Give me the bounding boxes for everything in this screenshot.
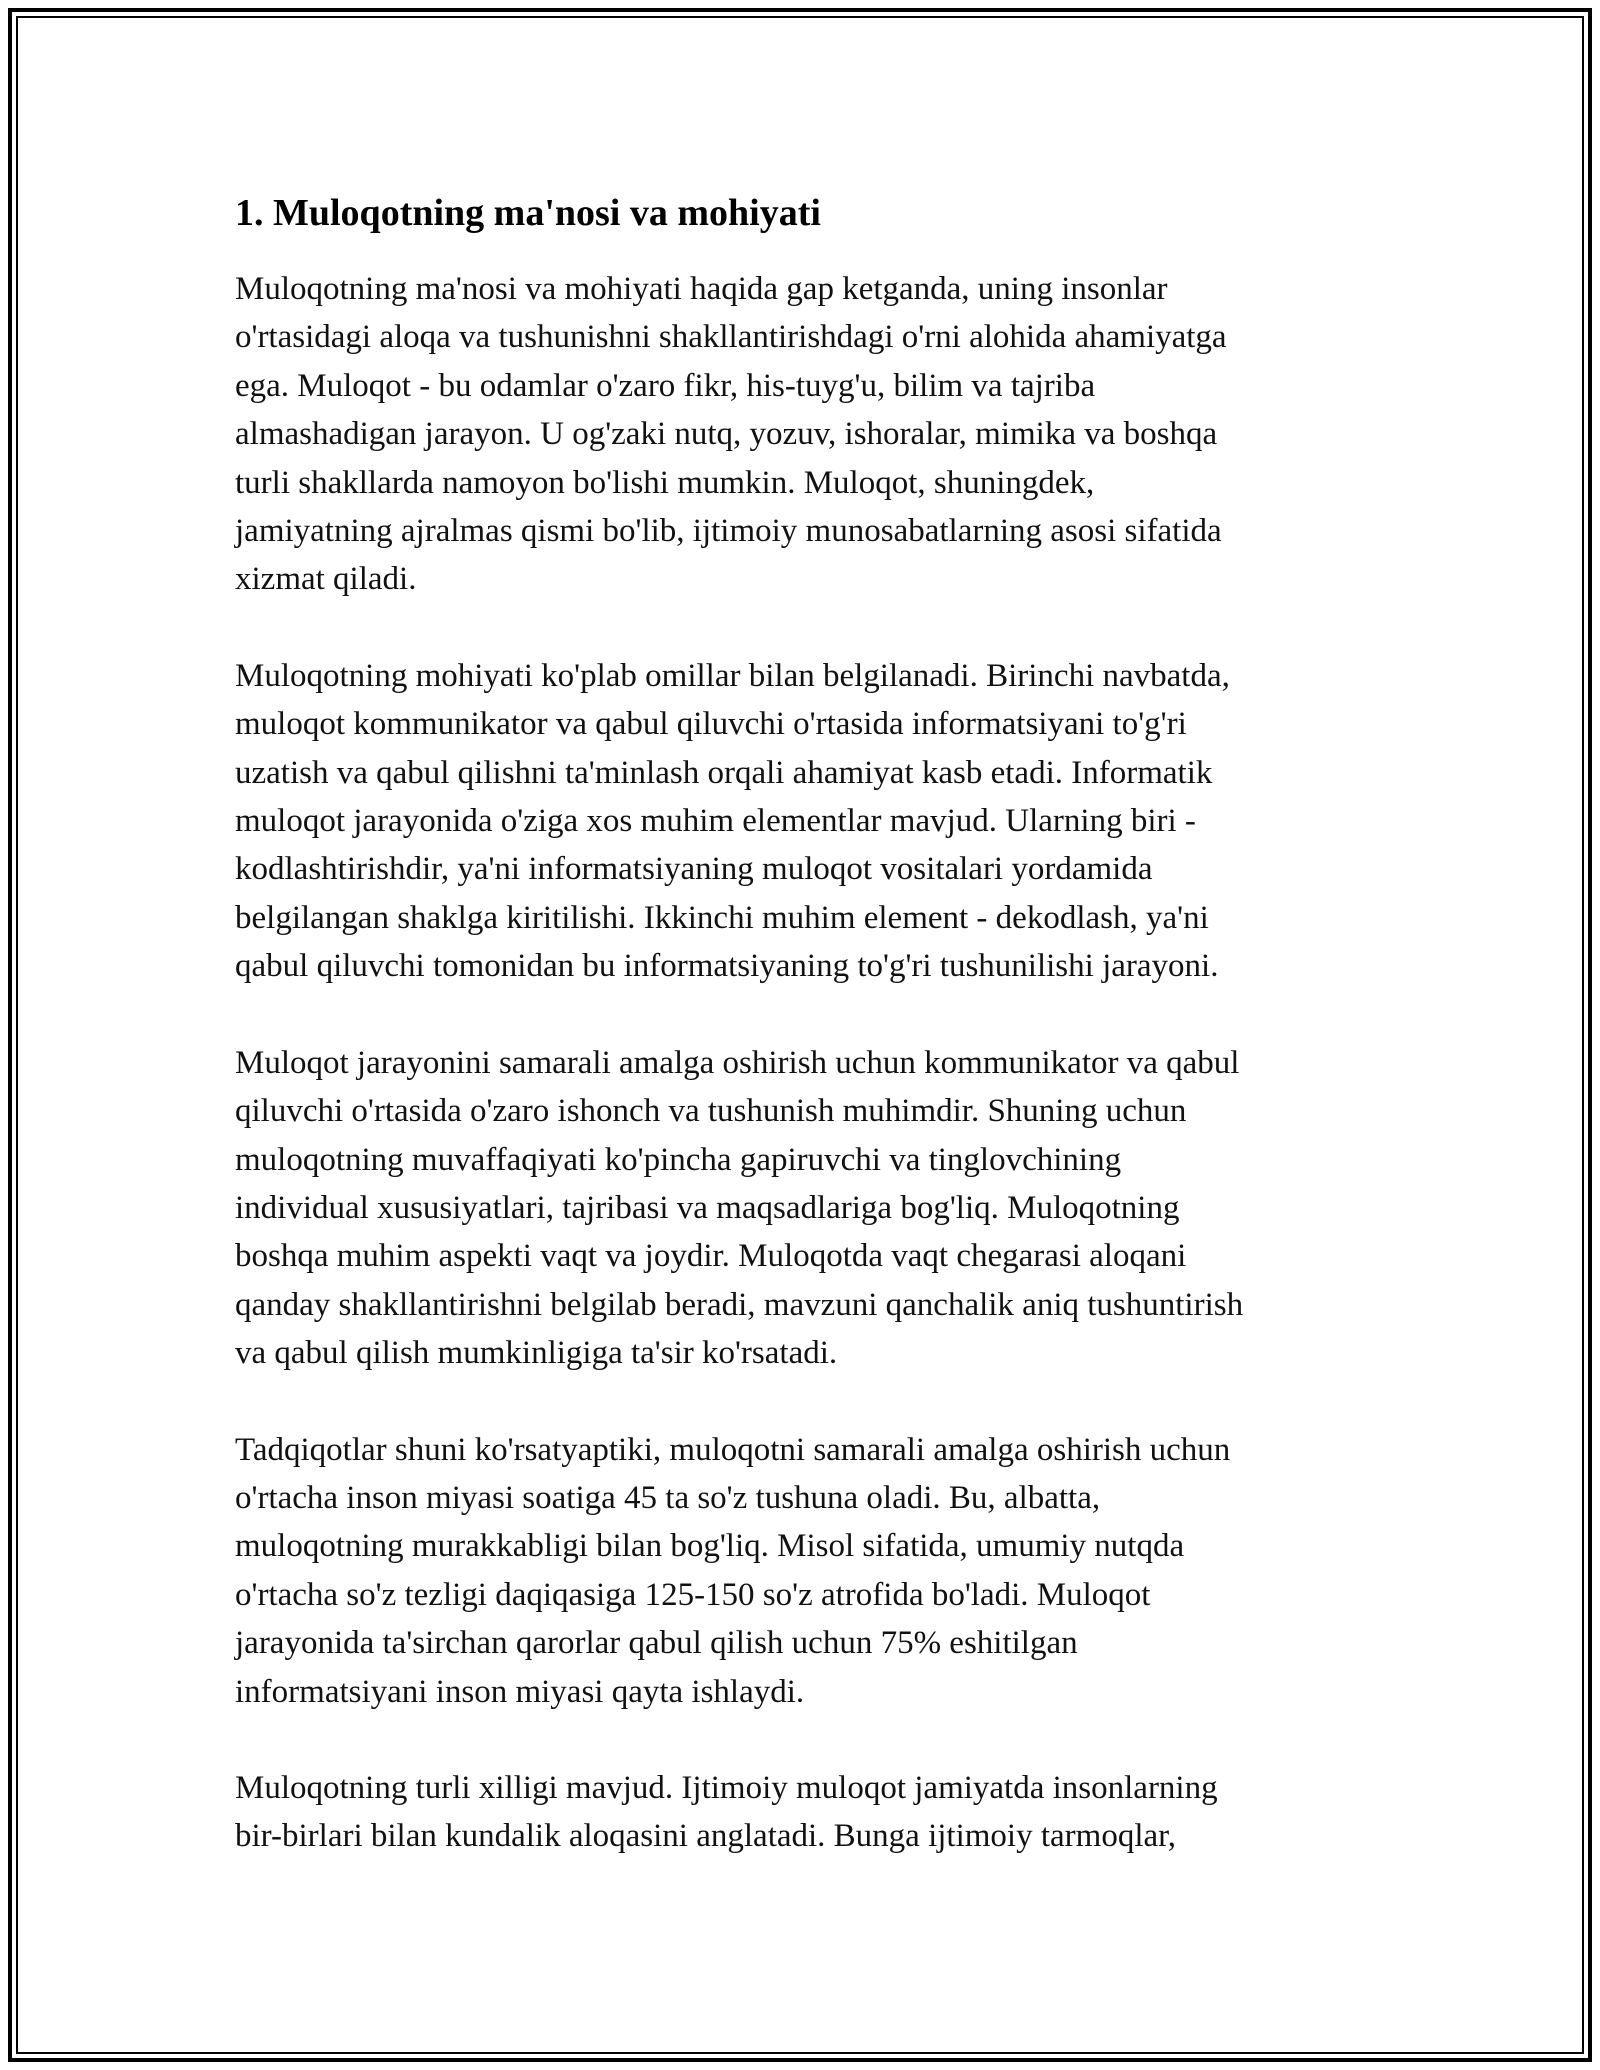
section-heading: 1. Muloqotning ma'nosi va mohiyati bbox=[235, 192, 821, 234]
paragraph-4: Tadqiqotlar shuni ko'rsatyaptiki, muloqotni samarali amalga oshirish uchun o'rtacha inson miyasi soatiga 45 ta so'z tushuna oladi. Bu, albatta, muloqotning murakkabligi bilan bog'liq. Misol sifatida, umumiy nutqda o'rtacha so'z tezligi daqiqasiga 125-150 so'z atrofida bo'ladi. Muloqot jarayonida ta'sirchan qarorlar qabul qilish uchun 75% eshitilgan informatsiyani inson miyasi qayta ishlaydi. bbox=[235, 1431, 1231, 1710]
paragraph-3: Muloqot jarayonini samarali amalga oshirish uchun kommunikator va qabul qiluvchi o'rtasida o'zaro ishonch va tushunish muhimdir. Shuning uchun muloqotning muvaffaqiyati ko'pincha gapiruvchi va tinglovchining individual xususiyatlari, tajribasi va maqsadlariga bog'liq. Muloqotning boshqa muhim aspekti vaqt va joydir. Muloqotda vaqt chegarasi aloqani qanday shakllantirishni belgilab beradi, mavzuni qanchalik aniq tushuntirish va qabul qilish mumkinligiga ta'sir ko'rsatadi. bbox=[235, 1044, 1244, 1372]
document-body bbox=[235, 185, 1375, 1909]
paragraph-2: Muloqotning mohiyati ko'plab omillar bilan belgilanadi. Birinchi navbatda, muloqot kommunikator va qabul qiluvchi o'rtasida informatsiyani to'g'ri uzatish va qabul qilishni ta'minlash orqali ahamiyat kasb etadi. Informatik muloqot jarayonida o'ziga xos muhim elementlar mavjud. Ularning biri - kodlashtirishdir, ya'ni informatsiyaning muloqot vositalari yordamida belgilangan shaklga kiritilishi. Ikkinchi muhim element - dekodlash, ya'ni qabul qiluvchi tomonidan bu informatsiyaning to'g'ri tushunilishi jarayoni. bbox=[235, 657, 1230, 985]
paragraph-5: Muloqotning turli xilligi mavjud. Ijtimoiy muloqot jamiyatda insonlarning bir-birlari bilan kundalik aloqasini anglatadi. Bunga ijtimoiy tarmoqlar, bbox=[235, 1769, 1218, 1855]
paragraph-1: Muloqotning ma'nosi va mohiyati haqida gap ketganda, uning insonlar o'rtasidagi aloqa va tushunishni shakllantirishdagi o'rni alohida ahamiyatga ega. Muloqot - bu odamlar o'zaro fikr, his-tuyg'u, bilim va tajriba almashadigan jarayon. U og'zaki nutq, yozuv, ishoralar, mimika va boshqa turli shakllarda namoyon bo'lishi mumkin. Muloqot, shuningdek, jamiyatning ajralmas qismi bo'lib, ijtimoiy munosabatlarning asosi sifatida xizmat qiladi. bbox=[235, 271, 1227, 598]
